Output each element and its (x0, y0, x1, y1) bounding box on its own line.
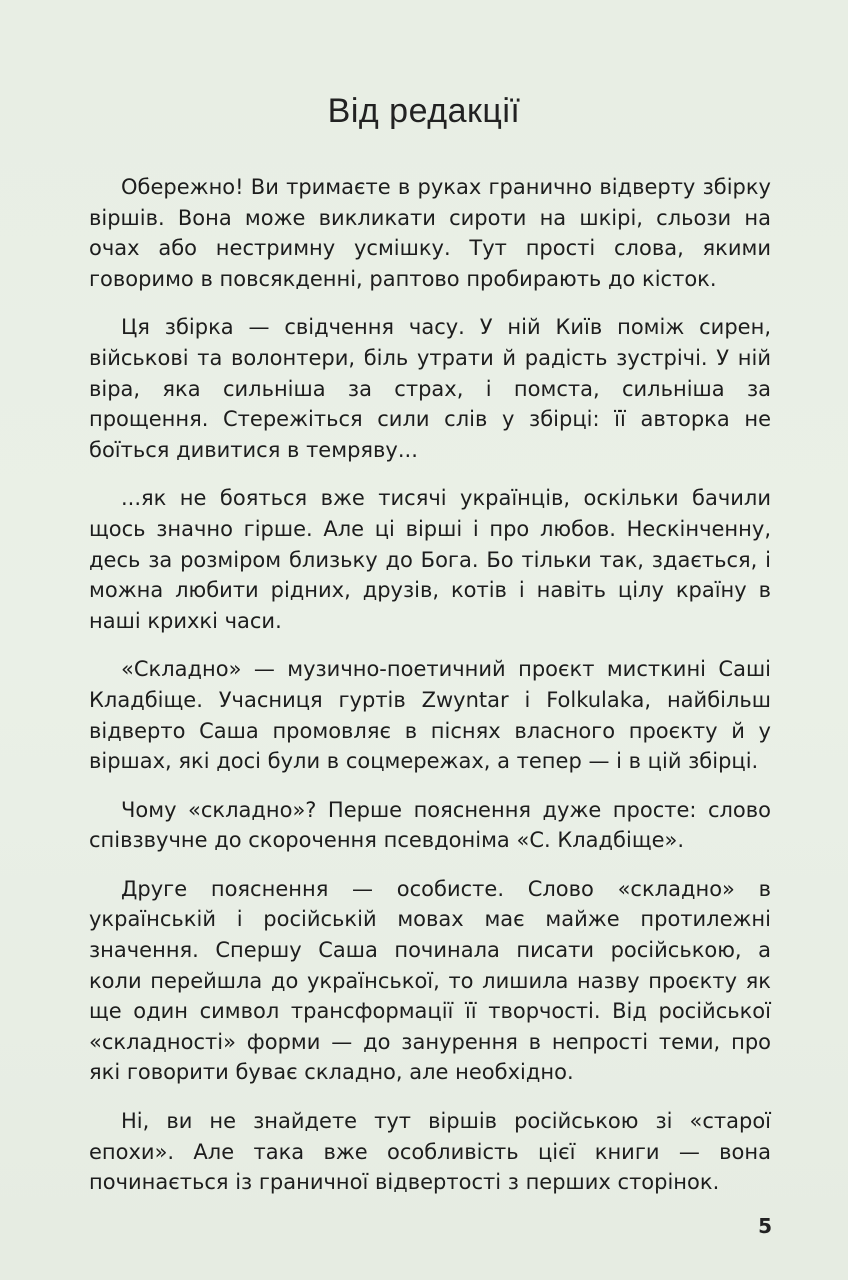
page-title: Від редакції (327, 92, 521, 130)
paragraph: Друге пояснення — особисте. Слово «складно» в українській і російській мовах має майже протилежні значення. Спершу Саша починала писати російською, а коли перейшла до української, то лишила назву проєкту як ще один символ трансформації її творчості. Від російської «складності» форми — до занурення в непрості теми, про які говорити буває складно, але необхідно. (89, 876, 771, 1085)
paragraph: ...як не бояться вже тисячі українців, оскільки бачили щось значно гірше. Але ці вірші і про любов. Нескінченну, десь за розміром близьку до Бога. Бо тільки так, здається, і можна любити рідних, друзів, котів і навіть цілу країну в наші крихкі часи. (89, 486, 771, 633)
paragraph: «Складно» — музично-поетичний проєкт мисткині Саші Кладбіще. Учасниця гуртів Zwyntar і Folkulaka, найбільш відверто Саша промовляє в піснях власного проєкту й у віршах, які досі були в соцмережах, а тепер — і в цій збірці. (89, 657, 771, 774)
page-number: 5 (758, 1214, 772, 1238)
body-text (89, 172, 771, 1216)
paragraph: Ні, ви не знайдете тут віршів російською зі «старої епохи». Але така вже особливість цієї книги — вона починається із граничної відвертості з перших сторінок. (89, 1109, 771, 1195)
paragraph: Ця збірка — свідчення часу. У ній Київ поміж сирен, військові та волонтери, біль утрати й радість зустрічі. У ній віра, яка сильніша за страх, і помста, сильніша за прощення. Стережіться сили слів у збірці: її авторка не боїться дивитися в темряву... (89, 315, 771, 462)
paragraph: Обережно! Ви тримаєте в руках гранично відверту збірку віршів. Вона може викликати сироти на шкірі, сльози на очах або нестримну усмішку. Тут прості слова, якими говоримо в повсякденні, раптово пробирають до кісток. (89, 175, 771, 291)
paragraph: Чому «складно»? Перше пояснення дуже просте: слово співзвучне до скорочення псевдоніма «С. Кладбіще». (89, 797, 771, 853)
